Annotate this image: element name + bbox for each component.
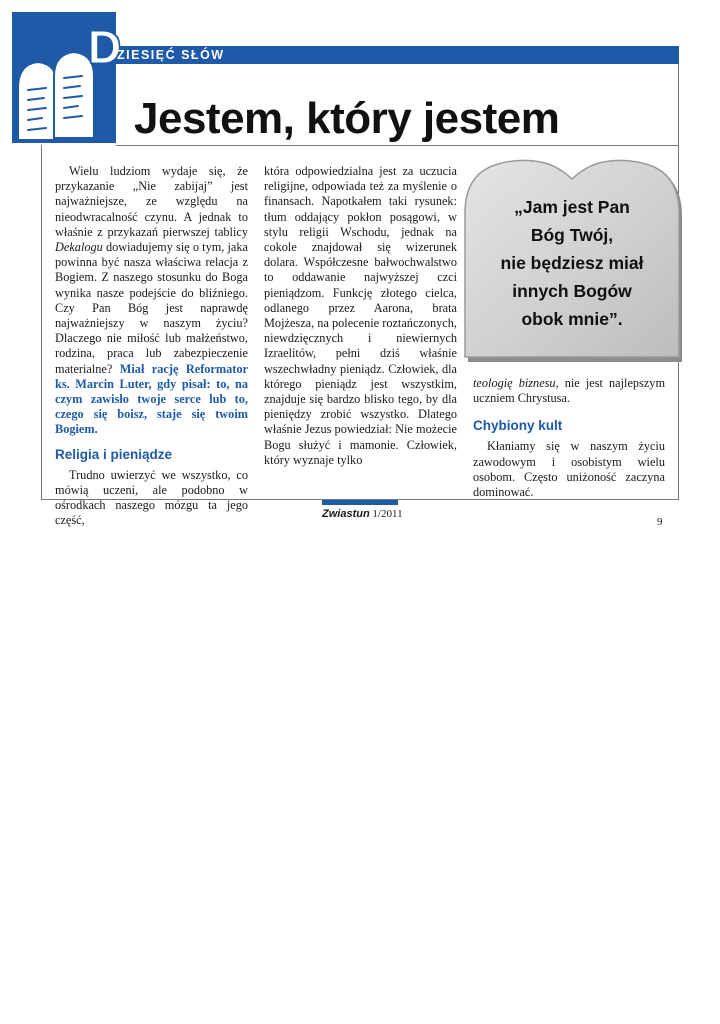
series-name: ZIESIĘĆ SŁÓW (117, 48, 225, 62)
page-number: 9 (657, 516, 663, 528)
section-heading: Chybiony kult (473, 418, 563, 434)
paragraph: która odpowiedzialna jest za uczucia religijne, odpowiada też za myślenie o finansach. Napotkałem taki rysunek: tłum oddający pokłon posągowi, w stylu religii Wschodu, jednak na cokole znajdował się wizerunek dolara. Współczesne bałwochwalstwo to oddawanie najwyższej czci pieniądzom. Funkcję złotego cielca, odlanego przez Aarona, brata Mojżesza, na polecenie roztańczonych, niewdzięcznych i niewiernych Izraelitów, pełni dziś właśnie wszechwładny pieniądz. Człowiek, dla którego pieniądz jest wszystkim, znajduje się bardzo blisko tego, by dla pieniędzy zrobić wszystko. Dlatego właśnie Jezus powiedział: Nie możecie Bogu służyć i mamonie. Człowiek, który wyznaje tylko (264, 164, 457, 467)
paragraph: Kłaniamy się w naszym życiu zawodowym i osobistym wielu osobom. Często uniżoność zaczyna dominować. (473, 439, 665, 500)
article-column-1 (55, 164, 248, 528)
commandment-tablet (459, 153, 685, 363)
paragraph: Wielu ludziom wydaje się, że przykazanie „Nie zabijaj” jest najważniejsze, ze względu na nieodwracalność czynu. A jednak to właśnie z przykazań pierwszej tablicy Dekalogu dowiadujemy się o tym, jaka powinna być nasza właściwa relacja z Bogiem. Z naszego stosunku do Boga wynika nasze podejście do bliźniego. Czy Pan Bóg jest naprawdę najważniejszy w naszym życiu? Dlaczego nie miłość lub małżeństwo, rodzina, praca lub zabezpieczenie materialne? Miał rację Reformator ks. Marcin Luter, gdy pisał: to, na czym zawisło twoje serce lub to, czego się boisz, staje się twoim Bogiem. (55, 164, 248, 437)
frame-rule-left (41, 145, 42, 500)
magazine-name: Zwiastun (322, 508, 370, 520)
commandment-quote: „Jam jest Pan Bóg Twój, nie będziesz miał innych Bogów obok mnie”. (500, 197, 644, 329)
paragraph: teologię biznesu, nie jest najlepszym uczniem Chrystusa. (473, 376, 666, 406)
footer (322, 507, 403, 521)
article-title: Jestem, który jestem (134, 94, 560, 143)
section-heading: Religia i pieniądze (55, 446, 173, 462)
paragraph: Trudno uwierzyć we wszystko, co mówią uczeni, ale podobno w ośrodkach naszego mózgu ta jego część, (55, 467, 248, 528)
luther-quote: Miał rację Reformator ks. Marcin Luter, gdy pisał: to, na czym zawisło twoje serce lub to, czego się boisz, staje się twoim Bogiem. (55, 361, 248, 437)
issue-number: 1/2011 (372, 508, 403, 520)
article-column-3 (473, 376, 665, 500)
series-initial: D (88, 21, 122, 73)
article-column-2 (264, 164, 457, 468)
footer-bar (322, 500, 398, 505)
